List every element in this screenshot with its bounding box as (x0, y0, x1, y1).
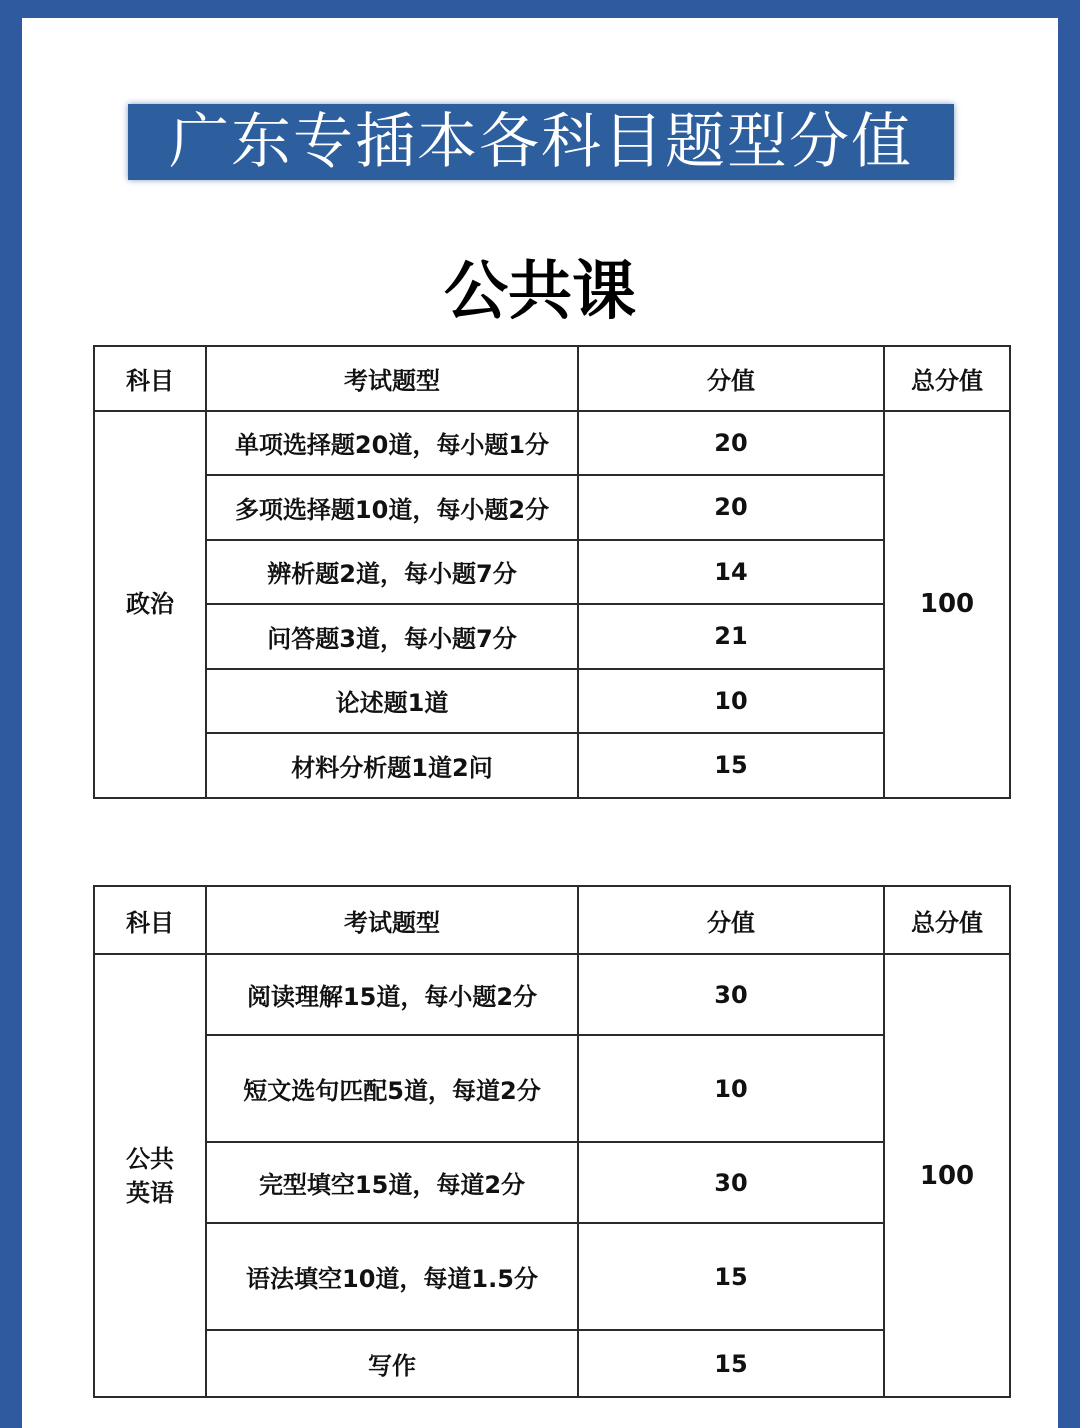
score-cell: 10 (578, 1035, 884, 1142)
total-score-cell-english: 100 (884, 954, 1010, 1397)
page-title-banner: 广东专插本各科目题型分值 (128, 104, 954, 180)
question-type-cell: 问答题3道，每小题7分 (206, 604, 578, 669)
table-row (94, 1330, 1010, 1397)
score-cell: 30 (578, 1142, 884, 1223)
subject-line: 英语 (126, 1178, 174, 1207)
subject-cell-english (94, 954, 206, 1397)
score-cell: 10 (578, 669, 884, 734)
table-row (94, 1035, 1010, 1142)
header-total: 总分值 (884, 346, 1010, 411)
question-type-cell: 单项选择题20道，每小题1分 (206, 411, 578, 476)
header-total: 总分值 (884, 886, 1010, 954)
question-type-cell: 辨析题2道，每小题7分 (206, 540, 578, 605)
score-cell: 15 (578, 1223, 884, 1330)
subject-line: 公共 (126, 1144, 174, 1173)
total-score-cell-politics: 100 (884, 411, 1010, 798)
score-cell: 30 (578, 954, 884, 1035)
header-subject: 科目 (94, 886, 206, 954)
page (22, 18, 1058, 1428)
question-type-cell: 材料分析题1道2问 (206, 733, 578, 798)
table-row (94, 411, 1010, 476)
question-type-cell: 论述题1道 (206, 669, 578, 734)
score-cell: 15 (578, 1330, 884, 1397)
score-cell: 20 (578, 475, 884, 540)
score-cell: 21 (578, 604, 884, 669)
question-type-cell: 语法填空10道，每道1.5分 (206, 1223, 578, 1330)
table-row (94, 540, 1010, 605)
question-type-cell: 短文选句匹配5道，每道2分 (206, 1035, 578, 1142)
question-type-cell: 写作 (206, 1330, 578, 1397)
section-title: 公共课 (444, 255, 636, 329)
header-score: 分值 (578, 346, 884, 411)
score-cell: 15 (578, 733, 884, 798)
header-score: 分值 (578, 886, 884, 954)
header-type: 考试题型 (206, 886, 578, 954)
header-subject: 科目 (94, 346, 206, 411)
english-table (93, 885, 1011, 1398)
table-row (94, 604, 1010, 669)
table-row (94, 669, 1010, 734)
table-header-row (94, 886, 1010, 954)
score-cell: 20 (578, 411, 884, 476)
table-row (94, 954, 1010, 1035)
question-type-cell: 阅读理解15道，每小题2分 (206, 954, 578, 1035)
header-type: 考试题型 (206, 346, 578, 411)
question-type-cell: 多项选择题10道，每小题2分 (206, 475, 578, 540)
politics-table (93, 345, 1011, 799)
subject-cell-politics: 政治 (94, 411, 206, 798)
table-row (94, 733, 1010, 798)
table-row (94, 1142, 1010, 1223)
table-header-row (94, 346, 1010, 411)
table-row (94, 475, 1010, 540)
score-cell: 14 (578, 540, 884, 605)
question-type-cell: 完型填空15道，每道2分 (206, 1142, 578, 1223)
table-row (94, 1223, 1010, 1330)
